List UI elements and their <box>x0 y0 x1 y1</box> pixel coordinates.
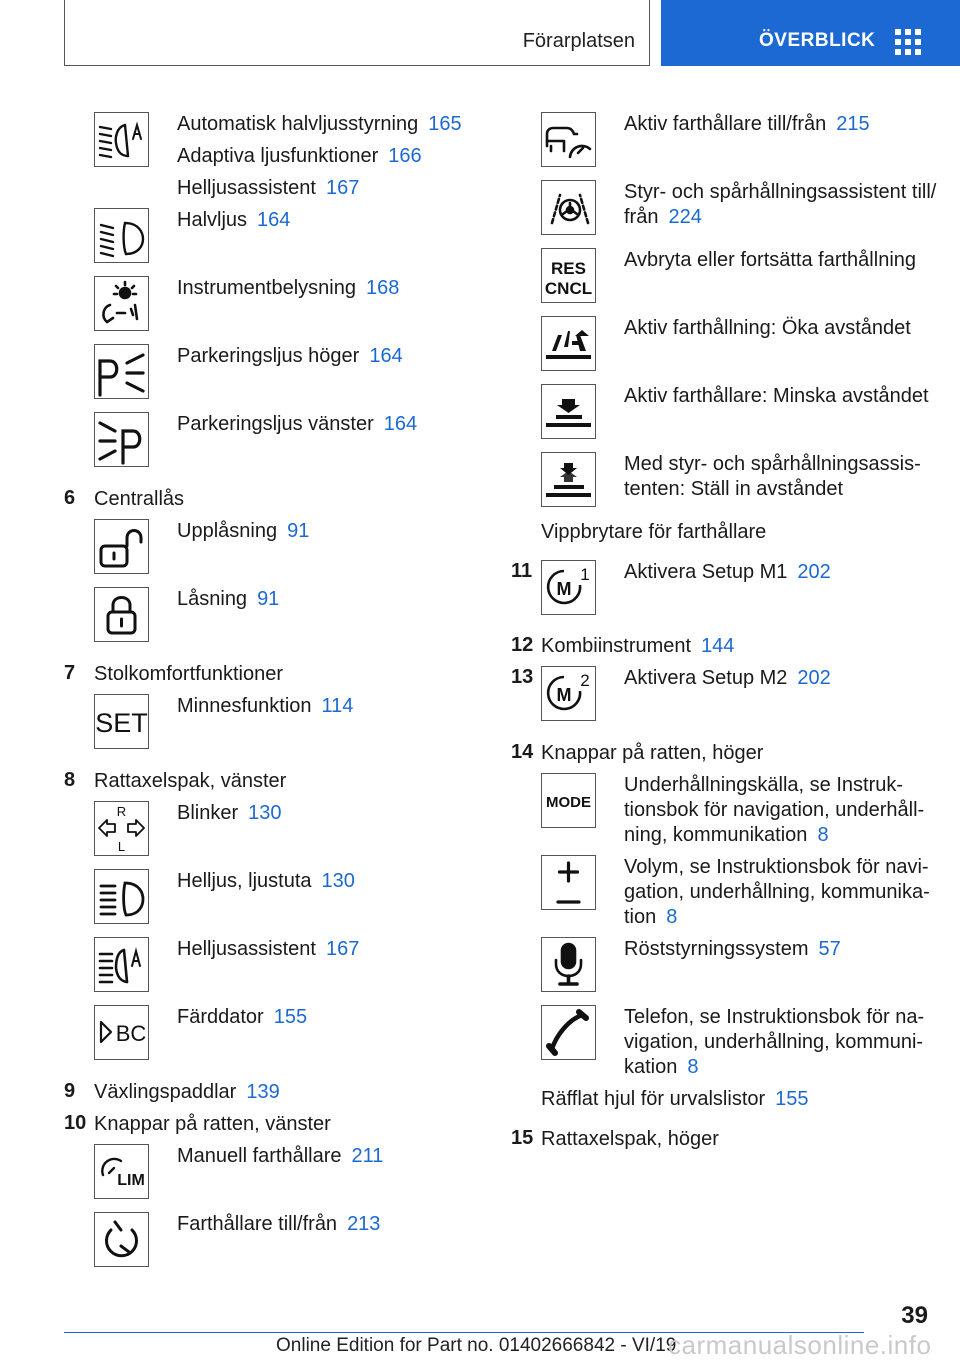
header-badge[interactable] <box>661 0 960 66</box>
page-ref-link[interactable]: 139 <box>246 1081 280 1103</box>
high-beam-icon <box>94 869 149 924</box>
setup-m2-icon <box>541 666 596 721</box>
entry-high-beam: Helljus, ljustuta 130 <box>177 870 355 892</box>
page-ref-link[interactable]: 167 <box>325 177 360 199</box>
page-ref-link[interactable]: 213 <box>347 1213 381 1235</box>
header-badge-label: ÖVERBLICK <box>759 30 876 51</box>
page-ref-link[interactable]: 167 <box>325 938 360 960</box>
entry-res-cncl: Avbryta eller fortsätta farthållning <box>624 249 917 271</box>
turn-signal-l-label: L <box>117 839 126 854</box>
speed-limiter-icon-text: LIM <box>117 1172 145 1189</box>
section-title-left-buttons: Knappar på ratten, vänster <box>94 1113 331 1135</box>
increase-distance-icon <box>541 316 596 371</box>
page-ref-link[interactable]: 57 <box>818 938 841 960</box>
entry-speed-limiter: Manuell farthållare 211 <box>177 1145 384 1167</box>
page-ref-link[interactable]: 155 <box>273 1006 308 1028</box>
res-cncl-icon <box>541 248 596 303</box>
section-title-right-stalk: Rattaxelspak, höger <box>541 1128 719 1150</box>
parking-light-left-icon <box>94 412 149 467</box>
page-ref-link[interactable]: 114 <box>321 695 354 717</box>
entry-parking-left: Parkeringsljus vänster 164 <box>177 413 418 435</box>
entry-active-cruise: Aktiv farthållare till/från 215 <box>624 113 870 135</box>
entry-instrument-lighting: Instrumentbelysning 168 <box>177 277 400 299</box>
entry-voice-control: Röststyrningssystem 57 <box>624 938 841 960</box>
section-number: 12 <box>511 634 534 656</box>
entry-phone: Telefon, se Instruktionsbok för na- vigation, underhållning, kommuni- kation 8 <box>624 1006 925 1078</box>
entry-memory: Minnesfunktion 114 <box>177 695 354 717</box>
section-title-left-stalk: Rattaxelspak, vänster <box>94 770 287 792</box>
microphone-icon <box>541 937 596 992</box>
entry-trip-computer: Färddator 155 <box>177 1006 308 1028</box>
section-number: 14 <box>511 741 534 763</box>
turn-signal-r-label: R <box>116 804 127 819</box>
unlock-icon <box>94 519 149 574</box>
phone-icon <box>541 1005 596 1060</box>
res-label: RES <box>551 259 586 278</box>
section-title-right-buttons: Knappar på ratten, höger <box>541 742 764 764</box>
section-number: 15 <box>511 1127 534 1149</box>
entry-volume: Volym, se Instruktionsbok för navi- gation, underhållning, kommunika- tion 8 <box>624 856 930 928</box>
setup-m2-superscript: 2 <box>580 671 590 690</box>
entry-setup-m1: Aktivera Setup M1 202 <box>624 561 831 583</box>
page-ref-link[interactable]: 130 <box>248 802 282 824</box>
setup-m1-superscript: 1 <box>580 565 590 584</box>
steering-assist-icon <box>541 180 596 235</box>
page-number: 39 <box>901 1302 928 1329</box>
entry-decrease-distance: Aktiv farthållare: Minska avståndet <box>624 385 929 407</box>
auto-headlight-icon <box>94 112 149 167</box>
section-title-seat-comfort: Stolkomfortfunktioner <box>94 663 283 685</box>
page-ref-link[interactable]: 215 <box>836 113 870 135</box>
entry-lock: Låsning 91 <box>177 588 280 610</box>
low-beam-icon <box>94 208 149 263</box>
header-section-box <box>64 0 650 66</box>
entry-adaptive-light: Adaptiva ljusfunktioner 166 <box>177 145 422 167</box>
setup-m1-letter: M <box>556 579 572 599</box>
section-title-paddles: Växlingspaddlar 139 <box>94 1081 280 1103</box>
section-title-central-lock: Centrallås <box>94 488 185 510</box>
high-beam-assistant-icon <box>94 937 149 992</box>
cruise-control-icon <box>94 1212 149 1267</box>
turn-signal-icon <box>94 801 149 856</box>
volume-icon <box>541 855 596 910</box>
header-section-title: Förarplatsen <box>522 30 635 52</box>
page-ref-link[interactable]: 202 <box>797 561 831 583</box>
page-ref-link[interactable]: 155 <box>775 1088 809 1110</box>
section-number: 10 <box>64 1112 87 1134</box>
page-ref-link[interactable]: 211 <box>351 1145 384 1167</box>
entry-setup-m2: Aktivera Setup M2 202 <box>624 667 831 689</box>
entry-entertainment-source: Underhållningskälla, se Instruk- tionsbok för navigation, underhåll- ning, kommunikation 8 <box>624 774 925 846</box>
section-number: 9 <box>64 1080 76 1102</box>
knurled-wheel-label: Räfflat hjul för urvalslistor 155 <box>541 1088 809 1110</box>
page-ref-link[interactable]: 91 <box>257 588 280 610</box>
entry-cruise-control: Farthållare till/från 213 <box>177 1213 381 1235</box>
page-ref-link[interactable]: 144 <box>701 635 735 657</box>
entry-auto-headlight: Automatisk halvljusstyrning 165 <box>177 113 462 135</box>
set-icon <box>94 694 149 749</box>
entry-high-beam-assistant: Helljusassistent 167 <box>177 938 360 960</box>
page-ref-link[interactable]: 130 <box>321 870 355 892</box>
entry-steering-assist: Styr- och spårhållningsassistent till/ från 224 <box>624 181 937 228</box>
section-number: 11 <box>511 560 533 582</box>
page-ref-link[interactable]: 168 <box>365 277 400 299</box>
entry-turn-signal: Blinker 130 <box>177 802 282 824</box>
watermark: carmanualsonline.info <box>668 1330 932 1360</box>
page-ref-link[interactable]: 202 <box>797 667 831 689</box>
footer-edition: Online Edition for Part no. 01402666842 - VI/19 <box>276 1335 677 1356</box>
page-ref-link[interactable]: 164 <box>369 345 403 367</box>
page-ref-link[interactable]: 8 <box>687 1056 699 1078</box>
section-number: 8 <box>64 769 76 791</box>
page-ref-link[interactable]: 224 <box>668 206 702 228</box>
page-ref-link[interactable]: 165 <box>428 113 462 135</box>
section-number: 6 <box>64 487 76 509</box>
set-icon-text: SET <box>95 708 148 738</box>
entry-parking-right: Parkeringsljus höger 164 <box>177 345 403 367</box>
mode-icon <box>541 773 596 828</box>
section-title-instrument-cluster: Kombiinstrument 144 <box>541 635 735 657</box>
page-ref-link[interactable]: 8 <box>666 906 678 928</box>
grid-menu-icon[interactable] <box>895 29 921 55</box>
trip-computer-icon <box>94 1005 149 1060</box>
entry-high-beam-assist: Helljusassistent 167 <box>177 177 360 199</box>
active-cruise-icon <box>541 112 596 167</box>
page-ref-link[interactable]: 91 <box>287 520 310 542</box>
set-distance-icon <box>541 452 596 507</box>
cncl-label: CNCL <box>544 279 593 298</box>
instrument-lighting-icon <box>94 276 149 331</box>
entry-low-beam: Halvljus 164 <box>177 209 291 231</box>
speed-limiter-icon <box>94 1144 149 1199</box>
parking-light-right-icon <box>94 344 149 399</box>
page-ref-link[interactable]: 8 <box>817 824 829 846</box>
mode-icon-text: MODE <box>546 794 591 811</box>
entry-set-distance: Med styr- och spårhållningsassis- tenten: Ställ in avståndet <box>624 453 921 500</box>
setup-m1-icon <box>541 560 596 615</box>
section-number: 13 <box>511 666 534 688</box>
page-ref-link[interactable]: 166 <box>388 145 422 167</box>
trip-computer-icon-text: BC <box>115 1021 147 1046</box>
decrease-distance-icon <box>541 384 596 439</box>
setup-m2-letter: M <box>556 685 572 705</box>
page-ref-link[interactable]: 164 <box>257 209 291 231</box>
entry-unlock: Upplåsning 91 <box>177 520 310 542</box>
lock-icon <box>94 587 149 642</box>
page-ref-link[interactable]: 164 <box>383 413 418 435</box>
paddle-switch-label: Vippbrytare för farthållare <box>541 521 767 543</box>
entry-increase-distance: Aktiv farthållning: Öka avståndet <box>624 317 911 339</box>
section-number: 7 <box>64 662 76 684</box>
